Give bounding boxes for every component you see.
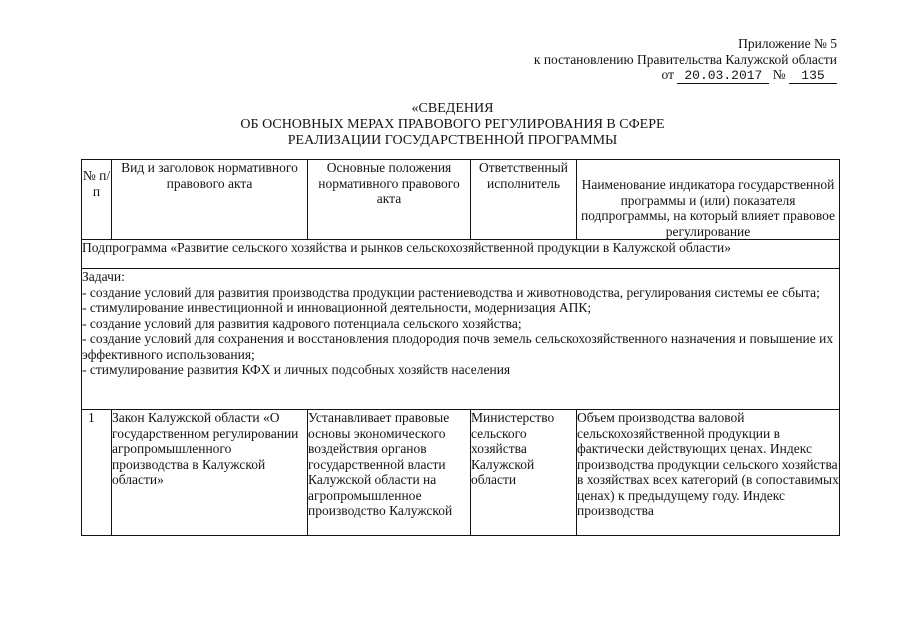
number-label: №: [772, 67, 786, 82]
from-label: от: [661, 67, 674, 82]
document-title: [0, 101, 905, 149]
resolution-date: 20.03.2017: [677, 69, 769, 84]
appendix-block: [534, 36, 837, 84]
resolution-number: 135: [789, 69, 837, 84]
appendix-resolution: к постановлению Правительства Калужской области: [533, 51, 837, 67]
task-item: - создание условий для развития кадрового потенциала сельского хозяйства;: [82, 315, 522, 331]
header-indicator: Наименование индикатора государственной программы и (или) показателя подпрограммы, на который влияет правовое регулирование: [577, 160, 840, 240]
measures-table: [81, 159, 840, 536]
header-provisions: Основные положения нормативного правового акта: [308, 160, 471, 240]
row-executor: Министерство сельского хозяйства Калужской области: [471, 410, 577, 536]
task-item: - создание условий для сохранения и восстановления плодородия почв земель сельскохозяйственного назначения и повышение их эффективного использования;: [82, 331, 834, 362]
appendix-title: Приложение № 5: [738, 36, 837, 51]
task-item: - создание условий для развития производства продукции растениеводства и животноводства, регулирования системы ее сбыта;: [82, 284, 820, 300]
tasks-heading: Задачи:: [82, 269, 125, 284]
appendix-date-line: [534, 67, 837, 84]
header-executor: Ответственный исполнитель: [471, 160, 577, 240]
subprogram-row: [82, 240, 840, 269]
row-act: Закон Калужской области «О государственном регулировании агропромышленного производства в Калужской области»: [112, 410, 308, 536]
task-item: - стимулирование развития КФХ и личных подсобных хозяйств населения: [82, 362, 511, 377]
header-act: Вид и заголовок нормативного правового акта: [112, 160, 308, 240]
table-row: [82, 410, 840, 536]
row-number: 1: [82, 410, 112, 536]
task-item: - стимулирование инвестиционной и инновационной деятельности, модернизация АПК;: [82, 300, 592, 315]
table-header-row: [82, 160, 840, 240]
title-line-2: ОБ ОСНОВНЫХ МЕРАХ ПРАВОВОГО РЕГУЛИРОВАНИЯ В СФЕРЕ: [240, 117, 665, 132]
title-line-3: РЕАЛИЗАЦИИ ГОСУДАРСТВЕННОЙ ПРОГРАММЫ: [287, 133, 618, 148]
row-provisions: Устанавливает правовые основы экономического воздействия органов государственной власти Калужской области на агропромышленное производство Калужской: [308, 410, 471, 536]
title-line-1: «СВЕДЕНИЯ: [411, 101, 494, 116]
tasks-row: [82, 269, 840, 410]
tasks-cell: [82, 269, 840, 410]
row-indicator: Объем производства валовой сельскохозяйственной продукции в фактически действующих ценах. Индекс производства продукции сельского хозяйства в хозяйствах всех категорий (в сопоставимых ценах) к предыдущему году. Индекс производства: [577, 410, 840, 536]
header-number: № п/п: [82, 160, 112, 240]
subprogram-title: Подпрограмма «Развитие сельского хозяйства и рынков сельскохозяйственной продукции в Калужской области»: [82, 240, 840, 269]
